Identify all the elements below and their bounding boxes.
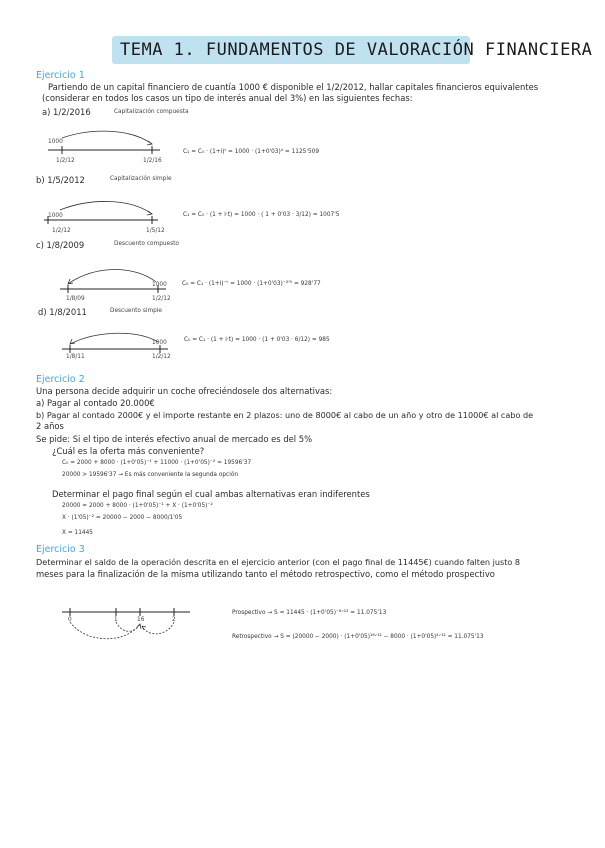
ex2-q2-calc3: X = 11445 (62, 530, 93, 536)
ex2-line3: b) Pagar al contado 2000€ y el importe restante en 2 plazos: uno de 8000€ al cabo de un año y otro de 11000€ al cabo de (36, 410, 534, 420)
ex2-q1-calc2: 20000 > 19596'37 → Es más conveniente la segunda opción (62, 472, 239, 478)
ex1-d-formula: C₀ = C₁ · (1 + i·t) = 1000 · (1 + 0'03 · 6/12) = 985 (184, 337, 330, 343)
ex2-q2-calc1: 20000 = 2000 + 8000 · (1+0'05)⁻¹ + X · (1+0'05)⁻² (62, 503, 213, 509)
ex2-q2-calc2: X · (1'05)⁻² = 20000 − 2000 − 8000/1'05 (62, 515, 183, 521)
ex3-line2: meses para la finalización de la misma utilizando tanto el método retrospectivo, como el método prospectivo (36, 569, 495, 579)
ex1-d-left-date: 1/8/11 (66, 354, 85, 360)
ex1-b-formula: C₁ = C₀ · (1 + i·t) = 1000 · ( 1 + 0'03 · 3/12) = 1007'5 (183, 212, 340, 218)
ex3-retrospectivo: Retrospectivo → S = (20000 − 2000) · (1+0'05)¹⁶ᐟ¹² − 8000 · (1+0'05)⁴ᐟ¹² = 11.075'13 (232, 634, 484, 640)
ex1-d-label: d) 1/8/2011 (38, 307, 87, 317)
ex1-d-right-amount: 1000 (152, 340, 167, 346)
ex1-d-right-date: 1/2/12 (152, 354, 171, 360)
ex1-c-formula: C₀ = C₁ · (1+i)⁻ᵗ = 1000 · (1+0'03)⁻²'⁵ = 928'77 (182, 281, 321, 287)
ex1-a-label: a) 1/2/2016 (42, 107, 91, 117)
ex2-question1: ¿Cuál es la oferta más conveniente? (52, 446, 205, 456)
ex1-b-right-date: 1/5/12 (146, 228, 165, 234)
ex3-prospectivo: Prospectivo → S = 11445 · (1+0'05)⁻⁸ᐟ¹² = 11.075'13 (232, 610, 387, 616)
ex3-heading: Ejercicio 3 (36, 544, 85, 555)
ex1-a-left-amount: 1000 (48, 139, 63, 145)
ex3-tick-1: 1 (114, 617, 118, 623)
ex3-tick-0: 0 (68, 617, 72, 623)
ex1-b-method: Capitalización simple (110, 176, 172, 182)
ex3-timeline (56, 600, 196, 650)
ex1-c-label: c) 1/8/2009 (36, 240, 85, 250)
ex1-a-right-date: 1/2/16 (143, 158, 162, 164)
ex1-c-right-date: 1/2/12 (152, 296, 171, 302)
ex1-c-left-date: 1/8/09 (66, 296, 85, 302)
ex1-heading: Ejercicio 1 (36, 70, 85, 81)
ex2-line2: a) Pagar al contado 20.000€ (36, 398, 155, 408)
ex2-line1: Una persona decide adquirir un coche ofreciéndosele dos alternativas: (36, 386, 333, 396)
ex1-a-method: Capitalización compuesta (114, 109, 189, 115)
ex1-b-left-date: 1/2/12 (52, 228, 71, 234)
ex1-b-label: b) 1/5/2012 (36, 175, 85, 185)
ex2-line5: Se pide: Si el tipo de interés efectivo anual de mercado es del 5% (36, 434, 313, 444)
ex1-statement-line1: Partiendo de un capital financiero de cuantía 1000 € disponible el 1/2/2012, hallar capitales financieros equivalentes (48, 82, 539, 92)
ex1-c-right-amount: 1000 (152, 282, 167, 288)
ex3-tick-16: 16 (137, 617, 145, 623)
ex2-line4: 2 años (36, 421, 64, 431)
ex2-question2: Determinar el pago final según el cual ambas alternativas eran indiferentes (52, 489, 370, 499)
ex1-b-left-amount: 1000 (48, 213, 63, 219)
ex1-statement-line2: (considerar en todos los casos un tipo de interés anual del 3%) en las siguientes fechas: (42, 93, 413, 103)
ex1-a-formula: C₁ = C₀ · (1+i)ᵗ = 1000 · (1+0'03)⁴ = 1125'509 (183, 149, 320, 155)
ex2-heading: Ejercicio 2 (36, 374, 85, 385)
ex3-line1: Determinar el saldo de la operación descrita en el ejercicio anterior (con el pago final de 11445€) cuando falten justo 8 (36, 557, 521, 567)
ex2-q1-calc1: C₀ = 2000 + 8000 · (1+0'05)⁻¹ + 11000 · (1+0'05)⁻² = 19596'37 (62, 460, 252, 466)
ex1-a-left-date: 1/2/12 (56, 158, 75, 164)
ex1-d-method: Descuento simple (110, 308, 162, 314)
ex3-tick-2: 2 (172, 617, 176, 623)
page-title: TEMA 1. FUNDAMENTOS DE VALORACIÓN FINANCIERA (120, 40, 593, 60)
ex1-c-method: Descuento compuesto (114, 241, 179, 247)
